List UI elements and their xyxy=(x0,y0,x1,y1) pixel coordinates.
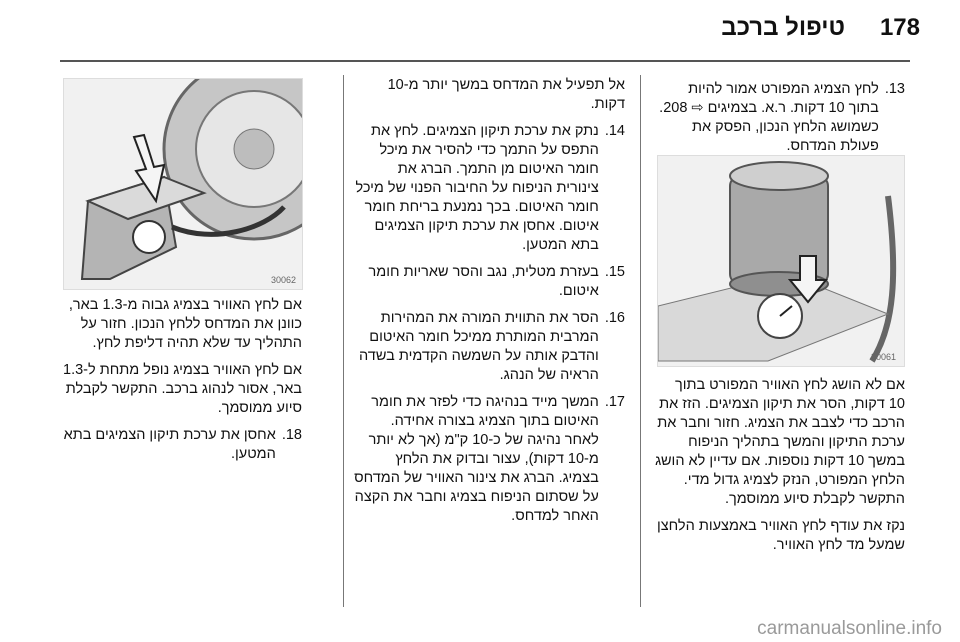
step-text: לחץ הצמיג המפורט אמור להיות בתוך 10 דקות. ר.א. בצמיגים ⇨ 208. כשמושג הלחץ הנכון, הפסק את פעולת המדחס. xyxy=(659,81,879,154)
paragraph: אם לחץ האוויר בצמיג גבוה מ-1.3 באר, כוונן את המדחס ללחץ הנכון. חזור על התהליך עד שלא תהיה דליפת לחץ. xyxy=(68,297,302,351)
column-right xyxy=(655,80,905,164)
paragraph: נקז את עודף לחץ האוויר באמצעות הלחצן שמעל מד לחץ האוויר. xyxy=(657,518,905,553)
step-text: בעזרת מטלית, נגב והסר שאריות חומר איטום. xyxy=(368,264,599,299)
figure-id: 30062 xyxy=(270,275,296,285)
step-text: המשך מייד בנהיגה כדי לפזר את חומר האיטום בתוך הצמיג בצורה אחידה. לאחר נהיגה של כ-10 ק"מ (אך לא יותר מ-10 דקות), עצור ובדוק את הלחץ בצמיג. הברג את צינור האוויר של המדחס על שסתום הניפוח בצמיג וחבר את הקצה האחר למדחס. xyxy=(354,394,599,524)
step-number: 17. xyxy=(604,394,625,410)
column-middle xyxy=(353,76,625,534)
compressor-tire-illustration xyxy=(64,79,302,289)
step-17 xyxy=(353,393,625,526)
header-rule xyxy=(60,60,910,62)
step-15 xyxy=(353,263,625,301)
paragraph: אם לחץ האוויר בצמיג נופל מתחת ל-1.3 באר, אסור לנהוג ברכב. התקשר לקבלת סיוע ממוסמך. xyxy=(63,362,302,416)
running-title: טיפול ברכב xyxy=(721,14,845,41)
step-number: 16. xyxy=(604,310,625,326)
step-number: 14. xyxy=(604,123,625,139)
step-13 xyxy=(655,80,905,156)
watermark: carmanualsonline.info xyxy=(757,618,942,639)
column-divider-left xyxy=(343,75,344,607)
step-14 xyxy=(353,122,625,255)
step-number: 18. xyxy=(281,427,302,443)
paragraph: אם לא הושג לחץ האוויר המפורט בתוך 10 דקות, הסר את תיקון הצמיגים. הזז את הרכב כדי לצבב את הצמיג. חזור וחבר את ערכת התיקון והמשך בתהליך הניפוח במשך 10 דקות נוספות. אם עדיין לא הושג הלחץ המפורט, הנזק לצמיג גדול מדי. התקשר לקבלת סיוע ממוסמך. xyxy=(655,377,905,507)
column-left xyxy=(62,296,302,472)
step-text: נתק את ערכת תיקון הצמיגים. לחץ את התפס על התמך כדי להסיר את מיכל חומר האיטום מן התמך. הברג את צינורית הניפוח על החיבור הפנוי של מיכל חומר האיטום. בכך נמנעת בריחת חומר איטום. אחסן את ערכת תיקון הצמיגים בתא המטען. xyxy=(355,123,599,253)
note-text: אל תפעיל את המדחס במשך יותר מ-10 דקות. xyxy=(387,77,625,112)
column-right-lower xyxy=(655,376,905,563)
step-number: 15. xyxy=(604,264,625,280)
page-header xyxy=(0,12,960,48)
step-16 xyxy=(353,309,625,385)
step-text: אחסן את ערכת תיקון הצמיגים בתא המטען. xyxy=(63,427,276,462)
figure-compressor-closeup xyxy=(657,155,905,367)
compressor-illustration xyxy=(658,156,904,366)
step-text: הסר את התווית המורה את המהירות המרבית המותרת ממיכל חומר האיטום והדבק אותה על השמשה הקדמית בשדה הראיה של הנהג. xyxy=(359,310,599,383)
step-number: 13. xyxy=(884,81,905,97)
figure-id: 30061 xyxy=(870,352,896,362)
step-18 xyxy=(62,426,302,464)
figure-compressor-tire xyxy=(63,78,303,290)
page-number: 178 xyxy=(879,14,920,41)
column-divider-right xyxy=(640,75,641,607)
